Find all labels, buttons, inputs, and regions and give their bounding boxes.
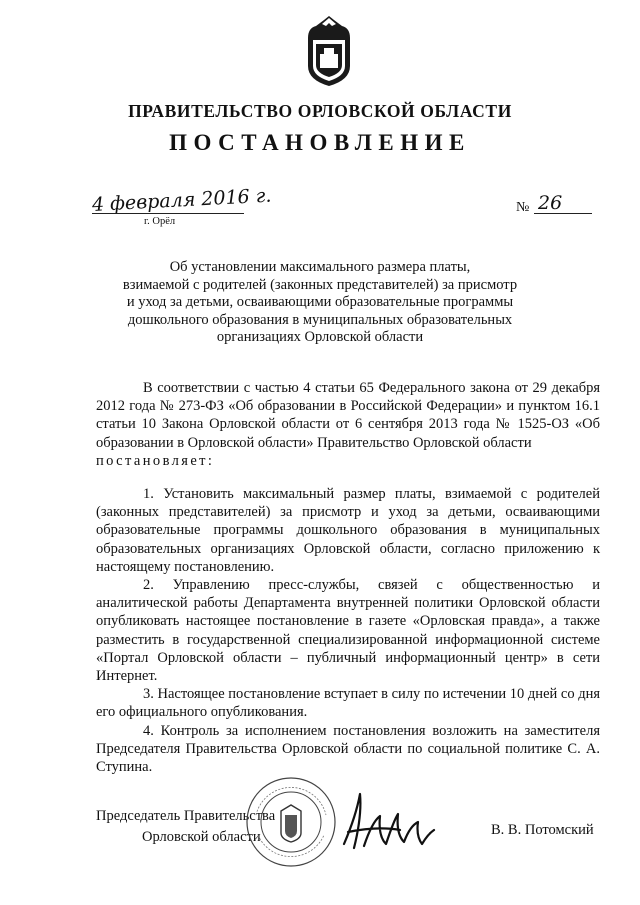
government-title: ПРАВИТЕЛЬСТВО ОРЛОВСКОЙ ОБЛАСТИ <box>128 101 512 121</box>
signatory-name: В. В. Потомский <box>491 822 594 838</box>
decree-points <box>96 485 600 776</box>
number-label: № <box>516 200 530 215</box>
preamble-text: В соответствии с частью 4 статьи 65 Федерального закона от 29 декабря 2012 года № 273-ФЗ «Об образовании в Российской Федерации» и пунктом 16.1 статьи 10 Закона Орловской области от 6 сентября 2013 года № 1525-ОЗ «Об образовании в Орловской области» Правительство Орловской области <box>96 380 600 451</box>
number-underline <box>534 213 592 214</box>
handwritten-signature-icon <box>338 786 438 856</box>
handwritten-date: 4 февраля 2016 г. <box>91 184 272 216</box>
position-line-2: Орловской области <box>142 829 261 845</box>
signature-dot: . <box>428 822 432 838</box>
date-underline <box>92 213 244 214</box>
city-label: г. Орёл <box>144 216 176 227</box>
preamble <box>96 379 600 470</box>
handwritten-number: 26 <box>538 192 563 214</box>
decree-point-2: 2. Управлению пресс-службы, связей с общественностью и аналитической работы Департамента внутренней политики Орловской области опубликовать настоящее постановление в газете «Орловская правда», а также разместить в государственной специализированной информационной системе «Портал Орловской области – публичный информационный центр» в сети Интернет. <box>96 577 600 685</box>
decree-word: постановляет: <box>96 452 215 469</box>
document-type-title: ПОСТАНОВЛЕНИЕ <box>169 130 471 155</box>
subject-line: взимаемой с родителей (законных представителей) за присмотр <box>122 276 518 293</box>
subject-line: Об установлении максимального размера платы, <box>169 259 471 275</box>
subject-line: и уход за детьми, осваивающими образовательные программы <box>126 294 514 310</box>
subject-line: организациях Орловской области <box>216 329 424 345</box>
subject-line: дошкольного образования в муниципальных образовательных <box>127 311 513 328</box>
document-subject <box>120 259 520 347</box>
decree-point-4: 4. Контроль за исполнением постановления возложить на заместителя Председателя Правительства Орловской области по социальной политике С. А. Ступина. <box>96 722 600 776</box>
position-line-1: Председатель Правительства <box>96 808 276 824</box>
coat-of-arms-icon <box>302 14 356 88</box>
decree-point-1: 1. Установить максимальный размер платы, взимаемой с родителей (законных представителей) за присмотр и уход за детьми, осваивающими образовательные программы дошкольного образования в муниципальных образовательных организациях Орловской области, согласно приложению к настоящему постановлению. <box>96 486 600 575</box>
official-seal-icon <box>244 775 338 869</box>
decree-point-3: 3. Настоящее постановление вступает в силу по истечении 10 дней со дня его официального опубликования. <box>96 686 601 721</box>
